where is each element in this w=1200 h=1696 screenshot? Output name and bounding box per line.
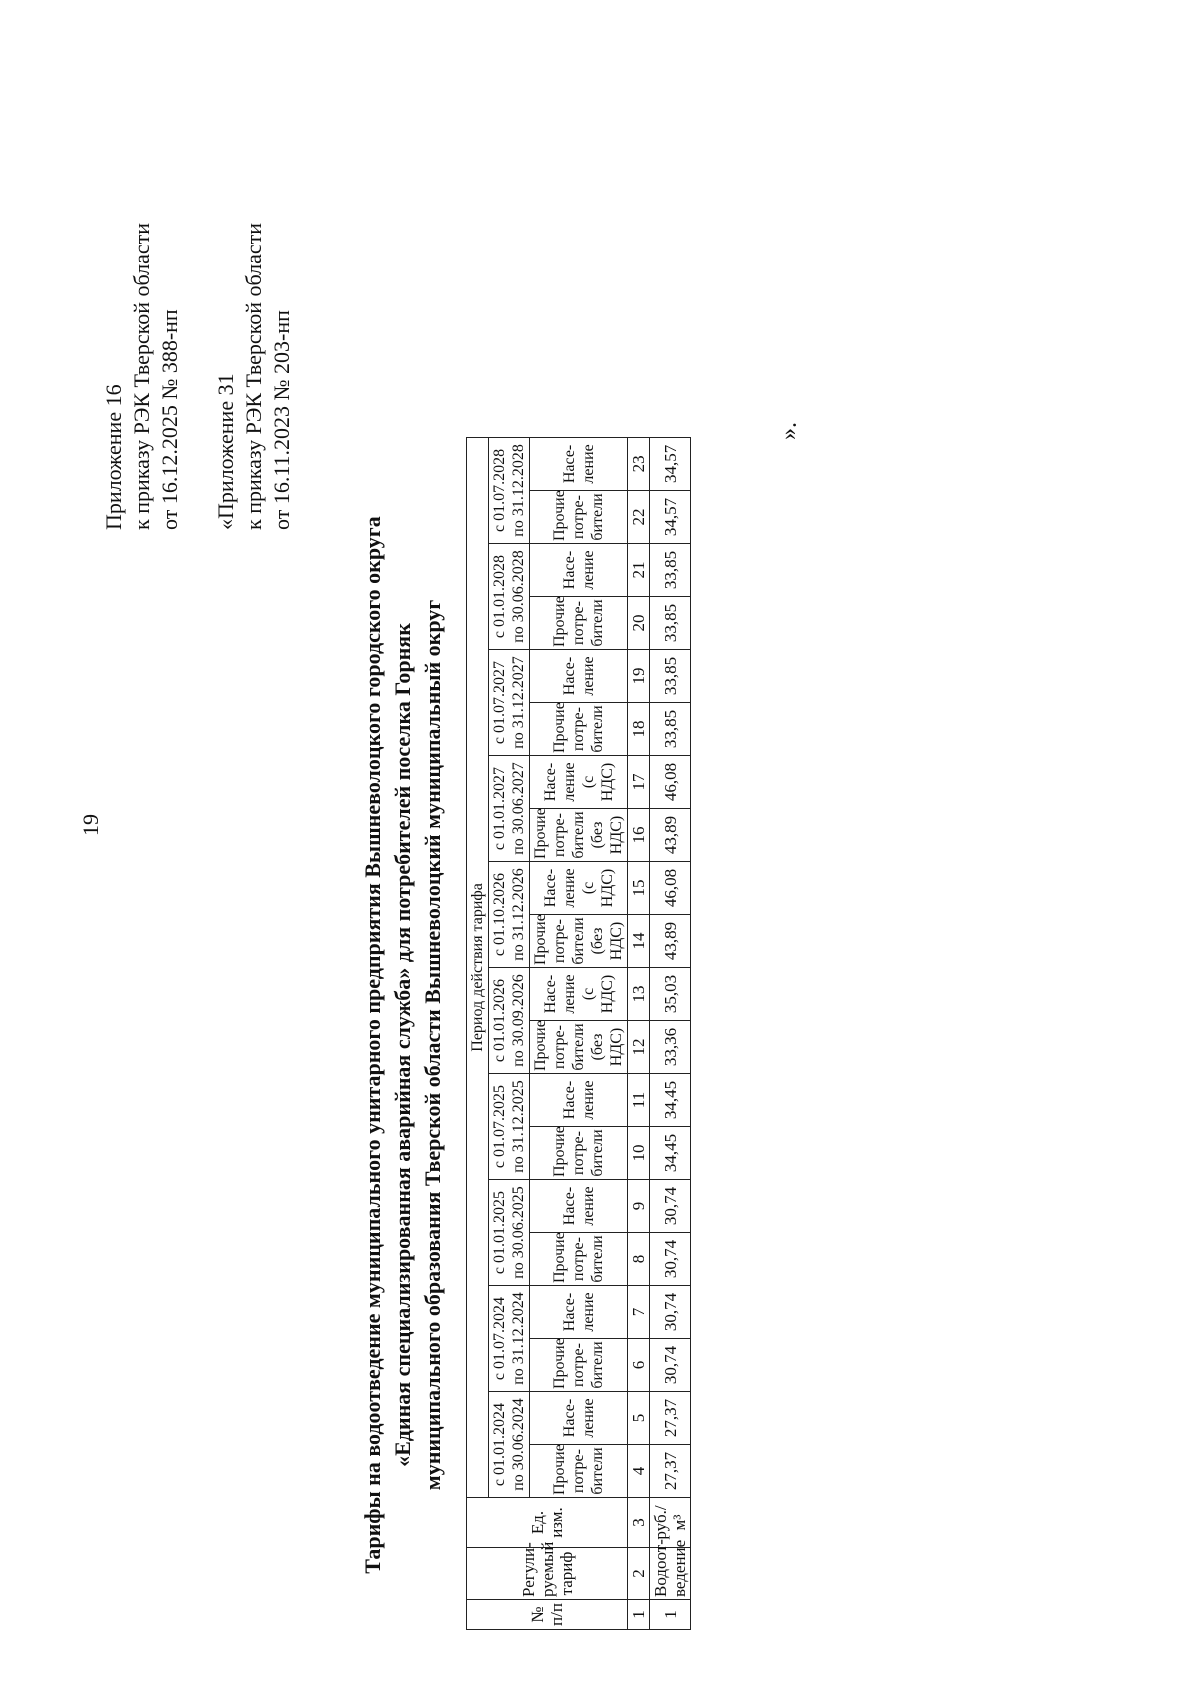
value-cell: 30,74 [650,1286,691,1339]
header-period: Период действия тарифа [467,437,489,1497]
value-cell: 27,37 [650,1445,691,1498]
value-cell: 43,89 [650,809,691,862]
subheader-cell: Насе-ление [530,650,628,703]
subheader-cell: Насе-ление [530,544,628,597]
period-cell: с 01.10.2026 по 31.12.2026 [489,862,530,968]
period-cell: с 01.01.2027 по 30.06.2027 [489,756,530,862]
subheader-cell: Насе-ление (с НДС) [530,756,628,809]
column-number-cell: 2 [628,1548,650,1600]
value-cell: 43,89 [650,915,691,968]
closing-quote: ». [776,422,802,440]
header-no: № п/п [467,1600,628,1630]
column-number-cell: 10 [628,1127,650,1180]
subheader-cell: Прочие потре-бители [530,1339,628,1392]
period-cell: с 01.07.2028 по 31.12.2028 [489,437,530,543]
column-number-cell: 12 [628,1021,650,1074]
value-cell: 33,85 [650,544,691,597]
period-cell: с 01.07.2025 по 31.12.2025 [489,1074,530,1180]
row-tariff: Водоот-ведение [650,1548,691,1600]
subheader-cell: Прочие потре-бители [530,703,628,756]
column-number-cell: 9 [628,1180,650,1233]
subheader-cell: Прочие потре-бители [530,491,628,544]
value-cell: 33,85 [650,650,691,703]
subheader-cell: Прочие потре-бители [530,1445,628,1498]
value-cell: 46,08 [650,756,691,809]
page-number: 19 [78,814,103,836]
column-number-cell: 23 [628,437,650,490]
value-cell: 30,74 [650,1180,691,1233]
value-cell: 27,37 [650,1392,691,1445]
column-number-cell: 7 [628,1286,650,1339]
table-row [650,437,691,1629]
period-cell: с 01.01.2024 по 30.06.2024 [489,1392,530,1498]
header-row-1 [467,437,489,1629]
header-row-periods [489,437,530,1629]
column-number-cell: 19 [628,650,650,703]
column-number-cell: 1 [628,1600,650,1630]
column-number-cell: 18 [628,703,650,756]
subheader-cell: Насе-ление [530,437,628,490]
column-number-cell: 21 [628,544,650,597]
column-number-cell: 22 [628,491,650,544]
value-cell: 34,57 [650,491,691,544]
column-numbers-row [628,437,650,1629]
period-cell: с 01.01.2028 по 30.06.2028 [489,544,530,650]
value-cell: 33,85 [650,597,691,650]
subheader-cell: Прочие потре-бители [530,1233,628,1286]
value-cell: 30,74 [650,1233,691,1286]
value-cell: 34,45 [650,1074,691,1127]
column-number-cell: 11 [628,1074,650,1127]
row-no: 1 [650,1600,691,1630]
annex-old: «Приложение 31 к приказу РЭК Тверской области от 16.11.2023 № 203-нп [213,222,294,530]
subheader-cell: Прочие потре-бители [530,1127,628,1180]
subheader-cell: Насе-ление [530,1180,628,1233]
period-cell: с 01.07.2027 по 31.12.2027 [489,650,530,756]
subheader-cell: Насе-ление [530,1074,628,1127]
rotated-tariff-block [358,30,818,1660]
column-number-cell: 3 [628,1498,650,1548]
column-number-cell: 14 [628,915,650,968]
subheader-cell: Насе-ление (с НДС) [530,968,628,1021]
subheader-cell: Насе-ление (с НДС) [530,862,628,915]
header-unit: Ед. изм. [467,1498,628,1548]
subheader-cell: Прочие потре-бители (без НДС) [530,1021,628,1074]
subheader-cell: Насе-ление [530,1392,628,1445]
value-cell: 46,08 [650,862,691,915]
value-cell: 33,85 [650,703,691,756]
subheader-cell: Прочие потре-бители [530,597,628,650]
column-number-cell: 13 [628,968,650,1021]
value-cell: 34,45 [650,1127,691,1180]
header-row-subheaders [530,437,628,1629]
row-unit: руб./м³ [650,1498,691,1548]
value-cell: 34,57 [650,437,691,490]
column-number-cell: 5 [628,1392,650,1445]
column-number-cell: 20 [628,597,650,650]
column-number-cell: 15 [628,862,650,915]
column-number-cell: 17 [628,756,650,809]
document-title: Тарифы на водоотведение муниципального унитарного предприятия Вышневолоцкого городского округа «Единая специализированная аварийная служба» для потребителей поселка Горняк муниципального образования Тверской области Вышневолоцкий муниципальный округ [360,516,445,1574]
period-cell: с 01.01.2025 по 30.06.2025 [489,1180,530,1286]
period-cell: с 01.07.2024 по 31.12.2024 [489,1286,530,1392]
subheader-cell: Прочие потре-бители (без НДС) [530,809,628,862]
value-cell: 35,03 [650,968,691,1021]
header-tariff: Регули-руемый тариф [467,1548,628,1600]
column-number-cell: 16 [628,809,650,862]
period-cell: с 01.01.2026 по 30.09.2026 [489,968,530,1074]
subheader-cell: Насе-ление [530,1286,628,1339]
value-cell: 30,74 [650,1339,691,1392]
annex-current: Приложение 16 к приказу РЭК Тверской области от 16.12.2025 № 388-нп [101,222,182,530]
column-number-cell: 6 [628,1339,650,1392]
column-number-cell: 8 [628,1233,650,1286]
subheader-cell: Прочие потре-бители (без НДС) [530,915,628,968]
tariff-table [466,437,691,1630]
column-number-cell: 4 [628,1445,650,1498]
value-cell: 33,36 [650,1021,691,1074]
